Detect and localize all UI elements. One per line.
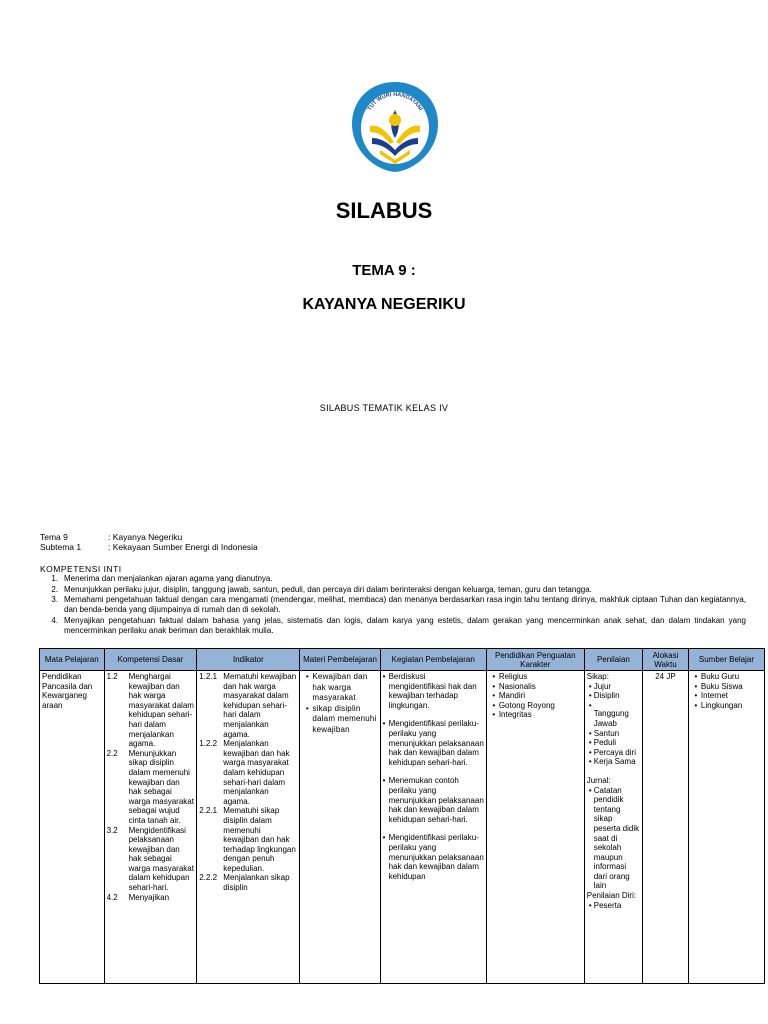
sikap-label: Sikap: [586, 672, 609, 681]
cell-kd [104, 671, 197, 984]
karakter-text: Mandiri [498, 691, 526, 701]
header-mapel: Mata Pelajaran [40, 649, 105, 671]
sikap-item: • Kerja Sama [587, 757, 640, 767]
materi-item: • sikap disiplin dalam memenuhi kewajiban [305, 703, 377, 734]
header-kegiatan: Kegiatan Pembelajaran [380, 649, 486, 671]
alokasi-text: 24 JP [655, 672, 676, 681]
kd-number: 4.2 [106, 892, 118, 902]
header-penilaian: Penilaian [584, 649, 642, 671]
indikator-text: Mematuhi kewajiban dan hak warga masyarakat dalam kehidupan sehari-hari dalam menjalankan agama. [223, 672, 297, 739]
sikap-item: • Disiplin [587, 691, 640, 701]
logo-motto: TUT WURI HANDAYANI [366, 91, 424, 112]
kd-text: Menunjukkan sikap disiplin dalam memenuhi kewajiban dan hak sebagai warga masyarakat sebagai wujud cinta tanah air. [128, 748, 194, 825]
sikap-text: Tanggung Jawab [593, 709, 629, 728]
cell-sumber [688, 671, 764, 984]
sumber-item: • Buku Guru [691, 672, 762, 682]
jurnal-label: Jurnal: [586, 775, 611, 785]
bullet-icon: • [382, 719, 386, 729]
sikap-item: • Jujur [587, 682, 640, 692]
cell-alokasi [643, 671, 689, 984]
ki-number: 4. [51, 615, 58, 625]
kd-number: 2.2 [106, 748, 118, 758]
sikap-text: Peduli [593, 738, 616, 748]
ki-text: Menerima dan menjalankan ajaran agama yang dianutnya. [64, 574, 273, 583]
ki-title: KOMPETENSI INTI [40, 564, 122, 574]
ki-number: 3. [51, 595, 58, 604]
kd-text: Mengidentifikasi pelaksanaan kewajiban dan hak sebagai warga masyarakat dalam kehidupan sehari-hari. [128, 825, 194, 893]
table-header-row [40, 649, 765, 671]
cell-kegiatan [380, 671, 486, 984]
mapel-text: Pendidikan Pancasila dan Kewarganeg araan [42, 672, 93, 710]
karakter-item: • Nasionalis [489, 682, 582, 692]
ki-text: Menunjukkan perilaku jujur, disiplin, tanggung jawab, santun, peduli, dan percaya diri dalam berinteraksi dengan keluarga, teman, guru dan tetangga. [64, 584, 592, 594]
karakter-item: • Integritas [489, 710, 582, 720]
sumber-item: • Buku Siswa [691, 682, 762, 692]
karakter-item: • Religius [489, 672, 582, 682]
meta-row-subtema [40, 542, 258, 552]
indikator-item [199, 873, 297, 892]
sumber-item: • Internet [691, 691, 762, 701]
kd-item [107, 826, 195, 893]
sikap-text: Kerja Sama [593, 757, 636, 767]
logo-tut-wuri-handayani [350, 80, 440, 174]
sikap-item: • Santun [587, 729, 640, 739]
sumber-text: Lingkungan [700, 700, 743, 710]
sikap-item: • Percaya diri [587, 748, 640, 758]
logo-emblem-icon [350, 80, 440, 174]
diri-text: Peserta [593, 900, 622, 910]
sumber-text: Buku Siswa [700, 681, 743, 691]
penilaian-diri-label: Penilaian Diri: [586, 891, 637, 901]
sumber-text: Internet [700, 691, 729, 701]
header-indikator: Indikator [197, 649, 300, 671]
kegiatan-text: Menemukan contoh perilaku yang menunjukkan pelaksanaan hak dan kewajiban dalam kehidupan sehari-hari. [388, 776, 484, 824]
ki-list [40, 574, 746, 636]
jurnal-item: • Catatan pendidik tentang sikap peserta didik saat di sekolah maupun informasi dari orang lain [588, 785, 640, 891]
meta-info [40, 532, 258, 552]
tema-heading: TEMA 9 : [352, 262, 416, 279]
ki-number: 1. [51, 574, 58, 583]
header-kd: Kompetensi Dasar [104, 649, 197, 671]
kd-text: Menghargai kewajiban dan hak warga masyarakat dalam kehidupan sehari-hari dalam menjalankan agama. [128, 672, 194, 749]
sumber-item: • Lingkungan [691, 701, 762, 711]
cell-indikator [197, 671, 300, 984]
materi-item: • Kewajiban dan hak warga masyarakat [302, 672, 377, 704]
indikator-text: Mematuhi sikap disiplin dalam memenuhi kewajiban dan hak terhadap lingkungan dengan penuh kepedulian. [223, 806, 296, 873]
meta-row-tema [40, 532, 258, 542]
sikap-text: Santun [593, 728, 620, 738]
kd-number: 3.2 [106, 825, 118, 835]
sikap-text: Jujur [593, 681, 612, 691]
kd-number: 1.2 [106, 672, 118, 681]
bullet-icon: • [382, 672, 386, 681]
karakter-item: • Gotong Royong [489, 701, 582, 711]
ki-item [40, 595, 746, 615]
ki-item [40, 585, 746, 595]
silabus-table [39, 648, 765, 984]
karakter-text: Integritas [498, 710, 532, 720]
indikator-number: 1.2.2 [199, 739, 218, 749]
kd-item [107, 672, 195, 749]
sikap-item: • Peduli [587, 738, 640, 748]
diri-item: • Peserta [587, 901, 640, 911]
sikap-item [587, 709, 640, 728]
ki-item [40, 574, 746, 584]
header-alokasi: Alokasi Waktu [643, 649, 689, 671]
ki-text: Menyajikan pengetahuan faktual dalam bahasa yang jelas, sistematis dan logis, dalam karya yang estetis, dalam gerakan yang mencerminkan anak sehat, dan dalam tindakan yang mencerminkan perilaku anak beriman dan berakhlak mulia. [64, 615, 746, 635]
ki-number: 2. [51, 584, 58, 594]
kegiatan-text: Mengidentifikasi perilaku-perilaku yang menunjukkan pelaksanaan hak dan kewajiban dalam kehidupan sehari-hari. [388, 719, 484, 767]
meta-value: : Kayanya Negeriku [108, 532, 183, 542]
kegiatan-text: Berdiskusi mengidentifikasi hak dan kewajiban terhadap lingkungan. [388, 672, 477, 710]
bullet-icon: • [382, 776, 386, 786]
kegiatan-item [383, 776, 484, 824]
cell-mapel [40, 671, 105, 984]
kegiatan-item [383, 833, 484, 881]
kd-item [107, 749, 195, 826]
header-sumber: Sumber Belajar [688, 649, 764, 671]
header-karakter: Pendidikan Penguatan Karakter [486, 649, 584, 671]
karakter-item: • Mandiri [489, 691, 582, 701]
materi-text: sikap disiplin dalam memenuhi kewajiban [312, 703, 377, 734]
table-row [40, 671, 765, 984]
sikap-text: Percaya diri [593, 747, 636, 757]
sikap-item: • [587, 701, 640, 711]
meta-label: Subtema 1 [40, 542, 82, 552]
cell-karakter [486, 671, 584, 984]
header-materi: Materi Pembelajaran [300, 649, 380, 671]
indikator-item [199, 672, 297, 739]
sumber-text: Buku Guru [700, 672, 740, 681]
kegiatan-text: Mengidentifikasi perilaku-perilaku yang menunjukkan pelaksanaan hak dan kewajiban dalam kehidupan [388, 833, 484, 881]
cell-penilaian [584, 671, 642, 984]
karakter-text: Gotong Royong [498, 700, 555, 710]
kd-item [107, 893, 195, 903]
jurnal-text: Catatan pendidik tentang sikap peserta didik saat di sekolah maupun informasi dari orang lain [593, 785, 640, 891]
ki-item [40, 616, 746, 636]
karakter-text: Nasionalis [498, 681, 536, 691]
tema-name: KAYANYA NEGERIKU [302, 296, 466, 313]
cell-materi [300, 671, 380, 984]
meta-value: : Kekayaan Sumber Energi di Indonesia [108, 542, 258, 552]
sikap-text: Disiplin [593, 691, 620, 701]
ki-text: Memahami pengetahuan faktual dengan cara mengamati (mendengar, melihat, membaca) dan menanya berdasarkan rasa ingin tahu tentang dirinya, makhluk ciptaan Tuhan dan kegiatannya, dan benda-benda yang dijumpainya di rumah dan di sekolah. [64, 595, 746, 614]
indikator-number: 1.2.1 [199, 672, 218, 681]
karakter-text: Religius [498, 672, 528, 681]
kegiatan-item [383, 672, 484, 710]
materi-text: Kewajiban dan hak warga masyarakat [312, 672, 368, 702]
indikator-text: Menjalankan sikap disiplin [223, 873, 290, 893]
kegiatan-item [383, 719, 484, 767]
page-title: SILABUS [335, 198, 433, 223]
bullet-icon: • [382, 833, 386, 843]
indikator-number: 2.2.1 [199, 806, 218, 816]
indikator-text: Menjalankan kewajiban dan hak warga masyarakat dalam kehidupan sehari-hari dalam menjalankan agama. [223, 739, 290, 806]
meta-label: Tema 9 [40, 532, 68, 542]
indikator-item [199, 806, 297, 873]
indikator-item [199, 739, 297, 806]
kelas-label: SILABUS TEMATIK KELAS IV [319, 403, 449, 413]
indikator-number: 2.2.2 [199, 873, 218, 883]
kd-text: Menyajikan [128, 892, 170, 902]
